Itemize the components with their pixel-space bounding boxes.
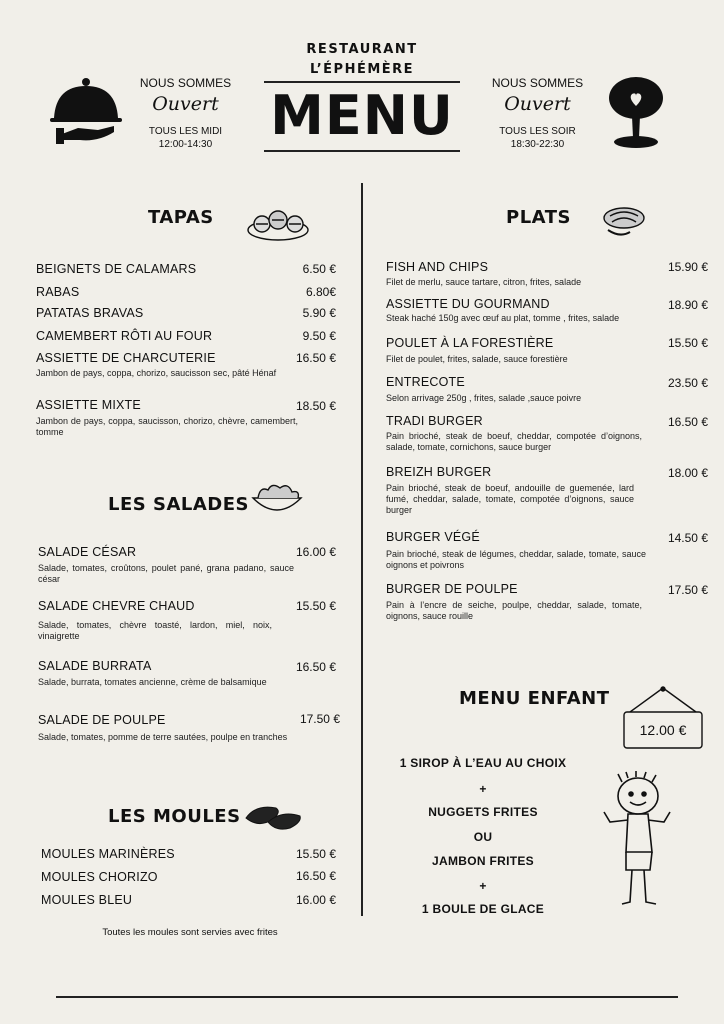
moules-title: LES MOULES xyxy=(108,806,241,827)
tapas-item-price: 18.50 € xyxy=(295,399,336,413)
plat-item-name: TRADI BURGER xyxy=(386,414,483,428)
plat-item-desc: Selon arrivage 250g , frites, salade ,sauce poivre xyxy=(386,393,582,403)
plat-item-name: BREIZH BURGER xyxy=(386,465,492,479)
moules-item-price: 16.50 € xyxy=(295,869,336,883)
salade-item-price: 15.50 € xyxy=(295,599,336,613)
salade-item-price: 17.50 € xyxy=(299,712,340,726)
plat-item-name: BURGER DE POULPE xyxy=(386,582,518,596)
plat-item-desc: Pain brioché, steak de boeuf, andouille de guemenée, lard fumé, cheddar, salade, tomate, compotée d’oignons, sauce burger xyxy=(386,483,634,515)
tapas-title: TAPAS xyxy=(148,207,214,228)
left-days: TOUS LES MIDI xyxy=(148,126,223,137)
plat-item-price: 15.50 € xyxy=(667,336,708,350)
tapas-plate-icon xyxy=(246,204,310,242)
cloche-icon xyxy=(48,76,124,148)
left-open-label: NOUS SOMMES xyxy=(139,76,232,90)
salade-item-name: SALADE CHEVRE CHAUD xyxy=(38,599,195,613)
plat-item-desc: Filet de merlu, sauce tartare, citron, frites, salade xyxy=(386,277,582,287)
footer-divider xyxy=(56,996,678,998)
plat-item-price: 23.50 € xyxy=(667,376,708,390)
enfant-line: NUGGETS FRITES xyxy=(428,805,538,819)
tapas-item-name: ASSIETTE DE CHARCUTERIE xyxy=(36,351,216,365)
tapas-item-name: BEIGNETS DE CALAMARS xyxy=(36,262,197,276)
plat-item-desc: Pain brioché, steak de légumes, cheddar, salade, tomate, sauce oignons et poivrons xyxy=(386,549,646,570)
plat-item-price: 18.90 € xyxy=(667,298,708,312)
moules-item-name: MOULES MARINÈRES xyxy=(41,847,175,861)
tapas-item-desc: Jambon de pays, coppa, chorizo, saucisson sec, pâté Hénaf xyxy=(36,368,277,378)
tapas-item-price: 6.50 € xyxy=(302,262,336,276)
left-hours: 12:00-14:30 xyxy=(158,139,213,150)
plat-item-price: 16.50 € xyxy=(667,415,708,429)
moules-item-name: MOULES CHORIZO xyxy=(41,870,158,884)
tapas-item-price: 6.80€ xyxy=(305,285,336,299)
right-open-label: NOUS SOMMES xyxy=(491,76,584,90)
salade-item-price: 16.00 € xyxy=(295,545,336,559)
tapas-item-name: CAMEMBERT RÔTI AU FOUR xyxy=(36,329,213,343)
plat-item-name: BURGER VÉGÉ xyxy=(386,530,480,544)
child-drawing-icon xyxy=(596,770,682,910)
moules-note: Toutes les moules sont servies avec frites xyxy=(102,927,278,938)
header-divider-top xyxy=(264,81,460,83)
tapas-item-price: 16.50 € xyxy=(295,351,336,365)
page-title: MENU xyxy=(270,84,454,147)
enfant-title: MENU ENFANT xyxy=(459,688,610,709)
right-days: TOUS LES SOIR xyxy=(499,126,576,137)
tree-heart-icon xyxy=(606,76,666,150)
enfant-line: JAMBON FRITES xyxy=(432,854,534,868)
plat-item-price: 17.50 € xyxy=(667,583,708,597)
salade-item-desc: Salade, tomates, pomme de terre sautées, poulpe en tranches xyxy=(38,732,288,742)
header-divider-bottom xyxy=(264,150,460,152)
plat-item-name: ENTRECOTE xyxy=(386,375,465,389)
right-hours: 18:30-22:30 xyxy=(510,139,565,150)
enfant-line: 1 SIROP À L’EAU AU CHOIX xyxy=(399,756,567,770)
tapas-item-name: ASSIETTE MIXTE xyxy=(36,398,141,412)
plat-item-name: POULET À LA FORESTIÈRE xyxy=(386,336,554,350)
plat-item-price: 15.90 € xyxy=(667,260,708,274)
plat-item-price: 18.00 € xyxy=(667,466,708,480)
left-open-status: Ouvert xyxy=(152,93,219,115)
plat-item-desc: Filet de poulet, frites, salade, sauce forestière xyxy=(386,354,568,364)
plats-title: PLATS xyxy=(506,207,571,228)
tapas-item-name: PATATAS BRAVAS xyxy=(36,306,144,320)
steak-plate-icon xyxy=(600,202,648,240)
enfant-line: OU xyxy=(473,830,493,844)
plat-item-desc: Steak haché 150g avec œuf au plat, tomme , frites, salade xyxy=(386,313,620,323)
tapas-item-name: RABAS xyxy=(36,285,80,299)
restaurant-name-line1: RESTAURANT xyxy=(306,42,418,57)
right-open-status: Ouvert xyxy=(504,93,571,115)
mussels-icon xyxy=(242,800,304,834)
salades-title: LES SALADES xyxy=(108,494,249,515)
column-divider xyxy=(361,183,363,916)
salade-item-name: SALADE CÉSAR xyxy=(38,545,137,559)
tapas-item-price: 5.90 € xyxy=(302,306,336,320)
tapas-item-price: 9.50 € xyxy=(302,329,336,343)
enfant-line: + xyxy=(479,782,487,796)
salade-item-desc: Salade, tomates, chèvre toasté, lardon, miel, noix, vinaigrette xyxy=(38,620,272,641)
moules-item-price: 16.00 € xyxy=(295,893,336,907)
moules-item-price: 15.50 € xyxy=(295,847,336,861)
hanging-sign-icon xyxy=(622,686,704,750)
moules-item-name: MOULES BLEU xyxy=(41,893,133,907)
salade-item-desc: Salade, burrata, tomates ancienne, crème de balsamique xyxy=(38,677,267,687)
enfant-line: 1 BOULE DE GLACE xyxy=(421,902,545,916)
salade-item-price: 16.50 € xyxy=(295,660,336,674)
salade-item-name: SALADE DE POULPE xyxy=(38,713,166,727)
plat-item-price: 14.50 € xyxy=(667,531,708,545)
tapas-item-desc: Jambon de pays, coppa, saucisson, chorizo, chèvre, camembert, tomme xyxy=(36,416,298,437)
salade-item-name: SALADE BURRATA xyxy=(38,659,152,673)
salad-bowl-icon xyxy=(250,480,304,518)
plat-item-name: ASSIETTE DU GOURMAND xyxy=(386,297,550,311)
enfant-line: + xyxy=(479,879,487,893)
plat-item-desc: Pain brioché, steak de boeuf, cheddar, compotée d’oignons, salade, tomate, cornichons, sauce burger xyxy=(386,431,642,452)
restaurant-name-line2: L’ÉPHÉMÈRE xyxy=(309,62,415,77)
salade-item-desc: Salade, tomates, croûtons, poulet pané, grana padano, sauce césar xyxy=(38,563,294,584)
plat-item-desc: Pain à l’encre de seiche, poulpe, cheddar, salade, tomate, oignons, sauce rouille xyxy=(386,600,642,621)
enfant-price: 12.00 € xyxy=(639,722,687,738)
plat-item-name: FISH AND CHIPS xyxy=(386,260,489,274)
